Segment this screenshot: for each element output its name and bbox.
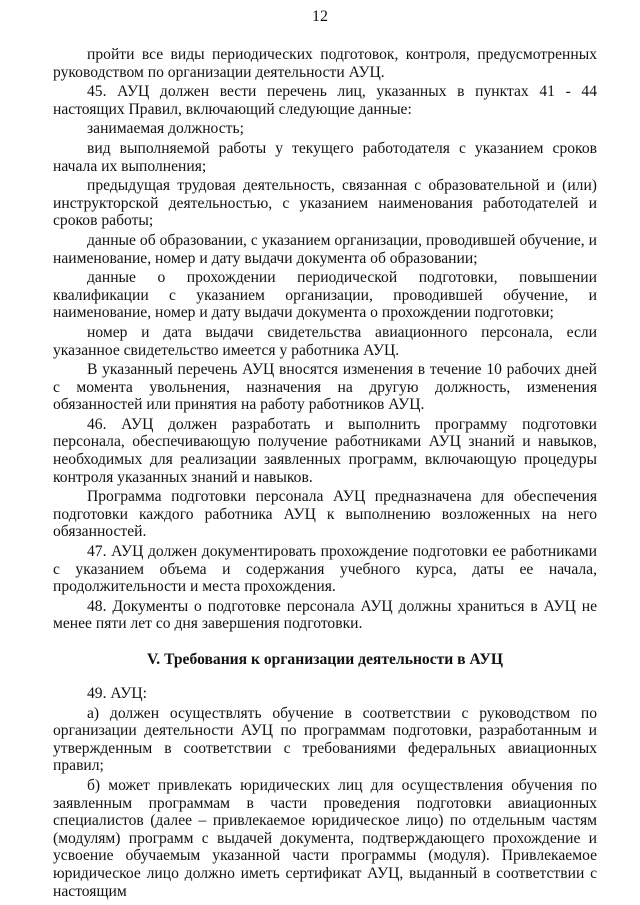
list-item: предыдущая трудовая деятельность, связанная с образовательной и (или) инструкторской деятельностью, с указанием наименования работодателей и сроков работы; xyxy=(53,177,597,230)
list-item: вид выполняемой работы у текущего работодателя с указанием сроков начала их выполнения; xyxy=(53,139,597,175)
list-item: занимаемая должность; xyxy=(87,120,244,138)
section-heading: V. Требования к организации деятельности в АУЦ xyxy=(147,651,503,668)
paragraph: 46. АУЦ должен разработать и выполнить программу подготовки персонала, обеспечивающую получение работниками АУЦ знаний и навыков, необходимых для реализации заявленных программ, включающую процедуры контроля указанных знаний и навыков. xyxy=(53,415,597,486)
paragraph: пройти все виды периодических подготовок, контроля, предусмотренных руководством по организации деятельности АУЦ. xyxy=(53,46,597,81)
list-item: данные о прохождении периодической подготовки, повышении квалификации с указанием организации, проводившей обучение, и наименование, номер и дату выдачи документа о прохождении подготовки; xyxy=(53,269,597,322)
page-number: 12 xyxy=(312,8,328,25)
paragraph: 49. АУЦ: xyxy=(87,685,147,702)
list-item: данные об образовании, с указанием организации, проводившей обучение, и наименование, номер и дату выдачи документа об образовании; xyxy=(53,231,597,267)
paragraph: 48. Документы о подготовке персонала АУЦ должны храниться в АУЦ не менее пяти лет со дня завершения подготовки. xyxy=(53,597,597,633)
list-item: номер и дата выдачи свидетельства авиационного персонала, если указанное свидетельство имеется у работника АУЦ. xyxy=(53,323,597,359)
paragraph: В указанный перечень АУЦ вносятся изменения в течение 10 рабочих дней с момента увольнения, назначения на другую должность, изменения обязанностей или принятия на работу работников АУЦ. xyxy=(53,361,597,414)
list-item: б) может привлекать юридических лиц для осуществления обучения по заявленным программам в части проведения подготовки авиационных специалистов (далее – привлекаемое юридическое лицо) по отдельным частям (модулям) программ с выдачей документа, подтверждающего прохождение и усвоение обучаемым указанной части программы (модуля). Привлекаемое юридическое лицо должно иметь сертификат АУЦ, выданный в соответствии с настоящим xyxy=(53,776,597,900)
paragraph: 45. АУЦ должен вести перечень лиц, указанных в пунктах 41 - 44 настоящих Правил, включающий следующие данные: xyxy=(53,83,597,118)
list-item: а) должен осуществлять обучение в соответствии с руководством по организации деятельности АУЦ по программам подготовки, разработанным и утвержденным в соответствии с требованиями федеральных авиационных правил; xyxy=(53,704,597,775)
paragraph: 47. АУЦ должен документировать прохождение подготовки ее работниками с указанием объема и содержания учебного курса, даты ее начала, продолжительности и места прохождения. xyxy=(53,543,597,596)
document-body xyxy=(53,46,597,902)
paragraph: Программа подготовки персонала АУЦ предназначена для обеспечения подготовки каждого работника АУЦ к выполнению возложенных на него обязанностей. xyxy=(53,488,597,541)
